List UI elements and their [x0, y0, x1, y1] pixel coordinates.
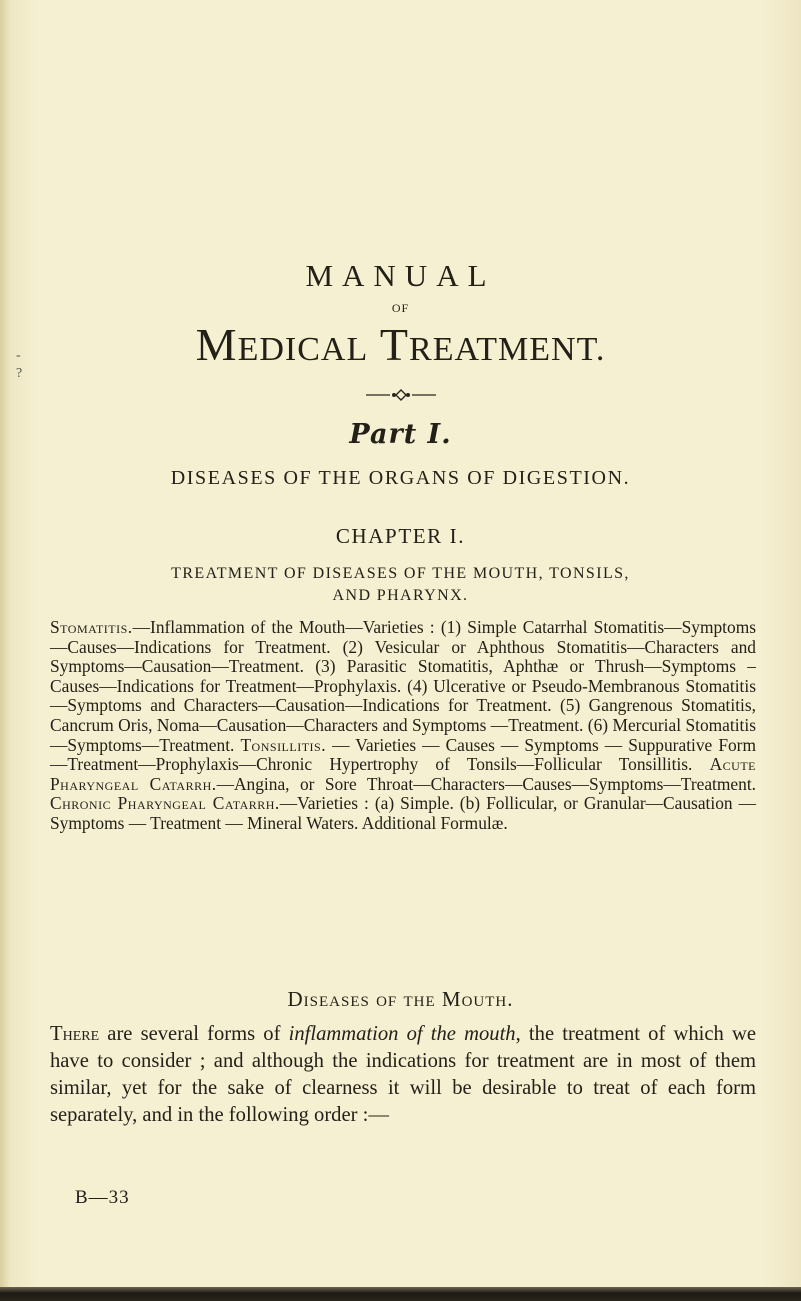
subheading-initial: D [287, 987, 304, 1011]
section-subheading [0, 987, 801, 1012]
summary-paragraph [50, 618, 756, 834]
body-text-span: are several forms of [99, 1023, 289, 1045]
summary-text: —Inflammation of the Mouth—Varieties : (1) Simple Catarrhal Stomatitis—Symptoms—Causes—Indications for Treatment. (2) Vesicular or Aphthous Stomatitis—Characters and Symptoms—Causation—Treatment. (3) Parasitic Stomatitis, Aphthæ or Thrush—Symptoms – Causes—Indications for Treatment—Prophylaxis. (4) Ulcerative or Pseudo-Membranous Stomatitis—Symptoms and Characters—Causation—Indications for Treatment. (5) Gangrenous Stomatitis, Cancrum Oris, Noma—Causation—Characters and Symptoms —Treatment. (6) Mercurial Stomatitis—Symptoms—Treatment. [50, 617, 756, 755]
summary-heading-acute: Acute Pharyngeal Catarrh. [50, 754, 756, 794]
manual-heading: MANUAL [305, 258, 496, 293]
summary-text: —Varieties : (a) Simple. (b) Follicular, or Granular—Causation — Symptoms — Treatment — Mineral Waters. Additional Formulæ. [50, 793, 756, 833]
summary-heading-chronic: Chronic Pharyngeal Catarrh. [50, 793, 280, 814]
chapter-summary [50, 618, 756, 834]
body-paragraph [50, 1021, 756, 1129]
chapter-subtitle-line: TREATMENT OF DISEASES OF THE MOUTH, TONSILS, [171, 565, 630, 582]
title-initial: M [195, 319, 238, 370]
title-word: EDICAL [237, 331, 369, 368]
subheading-initial: M [441, 987, 462, 1011]
chapter-subtitle-line: AND PHARYNX. [332, 587, 469, 604]
chapter-subtitle [0, 563, 801, 607]
title-word: REATMENT. [409, 331, 606, 368]
of-label: OF [391, 301, 410, 315]
body-lead: There [50, 1023, 100, 1045]
margin-mark: - [16, 348, 21, 363]
printer-signature: B—33 [75, 1187, 130, 1208]
summary-text: —Angina, or Sore Throat—Characters—Causes—Symptoms—Treatment. [216, 773, 756, 794]
page-bottom-edge [0, 1287, 801, 1301]
body-emphasis: inflammation of the mouth [288, 1023, 516, 1045]
chapter-title: CHAPTER I. [335, 524, 466, 548]
subheading-text: iseases of the [303, 987, 442, 1011]
part-label: Part I. [349, 419, 452, 450]
title-initial: T [379, 319, 410, 370]
summary-lead: Stomatitis. [50, 617, 133, 637]
margin-mark: ? [16, 366, 23, 381]
book-title [0, 318, 801, 371]
summary-heading-tonsillitis: Tonsillitis. [240, 734, 327, 755]
body-text [50, 1021, 756, 1129]
body-text-span: , the treatment of which we have to consider ; and although the indications for treatment are in most of them similar, yet for the sake of clearness it will be desirable to treat of each form separately, and in the following order :— [50, 1023, 756, 1126]
ornament-divider [0, 388, 801, 402]
subheading-text: outh. [461, 987, 514, 1011]
section-title: DISEASES OF THE ORGANS OF DIGESTION. [170, 467, 631, 489]
summary-text: — Varieties — Causes — Symptoms — Suppurative Form—Treatment—Prophylaxis—Chronic Hypertrophy of Tonsils—Follicular Tonsillitis. [50, 734, 757, 775]
page-spine-shadow [0, 0, 10, 1301]
